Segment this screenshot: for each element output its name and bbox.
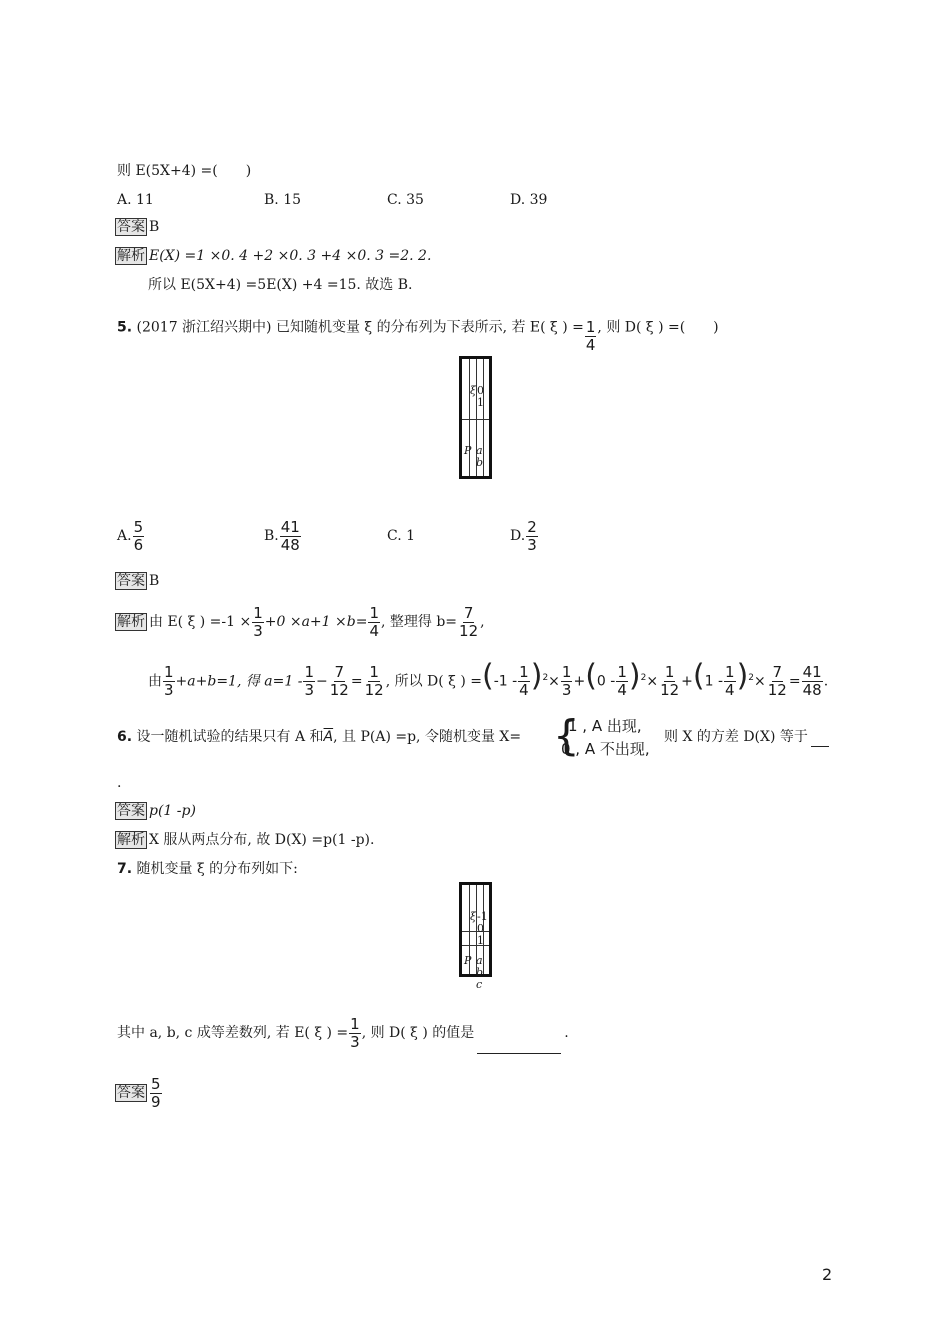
- q6-case-1: 1 , A 出现,: [568, 717, 642, 735]
- q5-table-p-label: P: [464, 444, 472, 457]
- analysis-tag: 解析: [117, 248, 145, 264]
- q4-question-line: 则 E(5X+4) =( ): [117, 163, 252, 179]
- q7-table-p-values: a b c: [476, 955, 484, 991]
- answer-value: p(1 -p): [149, 803, 196, 819]
- q5-question: [117, 310, 719, 354]
- q5-text: (2017 浙江绍兴期中) 已知随机变量 ξ 的分布列为下表所示, 若 E( ξ ) =: [136, 319, 584, 336]
- q5-option-a: A. $\frac{5}{6}$: [117, 517, 144, 554]
- q4-option-d: D. 39: [510, 192, 548, 208]
- q4-option-a: A. 11: [117, 192, 154, 208]
- q7-answer: [115, 1073, 163, 1113]
- q4-analysis-line2: 所以 E(5X+4) =5E(X) +4 =15. 故选 B.: [148, 277, 413, 293]
- q5-text-end: , 则 D( ξ ) =( ): [597, 319, 719, 336]
- q5-option-b: B. $\frac{41}{48}$: [264, 517, 300, 554]
- q5-table-p-values: a b: [476, 445, 484, 469]
- q7-distribution-table: [459, 882, 492, 991]
- q5-distribution-table: [459, 356, 492, 479]
- q5-option-c: C. 1: [387, 528, 416, 544]
- q4-answer: [115, 218, 159, 236]
- q5-fraction: $\frac{1}{4}$: [585, 318, 596, 354]
- q5-table-xi-values: 0 1: [477, 385, 484, 409]
- analysis-tag: 解析: [117, 832, 145, 848]
- q7-table-xi-label: ξ: [470, 910, 477, 923]
- q7-table-xi-values: -1 0 1: [477, 911, 488, 947]
- answer-value: B: [149, 219, 160, 235]
- answer-tag: 答案: [117, 1085, 145, 1101]
- page-number: 2: [822, 1265, 833, 1284]
- q6-number: 6.: [117, 729, 133, 745]
- q5-option-d: D. $\frac{2}{3}$: [510, 517, 537, 554]
- q7-answer-blank: [477, 1013, 561, 1054]
- q6-answer-blank: [811, 728, 829, 747]
- q6-analysis: [115, 831, 374, 849]
- q6-piecewise-brace: {: [553, 711, 580, 760]
- q5-table-xi-label: ξ: [470, 384, 477, 397]
- a-bar: $\overline{A}$: [323, 729, 334, 745]
- q6-trailing-dot: .: [117, 775, 122, 791]
- q5-answer: [115, 572, 159, 590]
- q4-option-b: B. 15: [264, 192, 302, 208]
- analysis-text: E(X) =1 ×0. 4 +2 ×0. 3 +4 ×0. 3 =2. 2.: [149, 248, 432, 264]
- answer-tag: 答案: [117, 803, 145, 819]
- q4-option-c: C. 35: [387, 192, 424, 208]
- analysis-tag: 解析: [117, 614, 145, 630]
- analysis-text: X 服从两点分布, 故 D(X) =p(1 -p).: [149, 832, 375, 848]
- q5-analysis-line2: 由 $\frac{1}{3}$ +a+b=1, 得 a=1 - $\frac{1}{3}$ − $\frac{7}{12}$ = $\frac{1}{12}$ , 所以 D( ξ ) =(-1 - $\frac{1}{4}$ )$^2$× $\frac{1}{3}$ +(0 - $\frac{1}{4}$ )$^2$× $\frac{1}{12}$ +(1 - $\frac{1}{4}$ )$^2$× $\frac{7}{12}$ = $\frac{41}{48}$ .: [148, 658, 829, 700]
- q6-question: 6. 设一随机试验的结果只有 A 和$\overline{A}$, 且 P(A) =p, 令随机变量 X=: [117, 729, 522, 745]
- q7-table-p-label: P: [464, 954, 472, 967]
- answer-tag: 答案: [117, 573, 145, 589]
- q7-condition-line: 其中 a, b, c 成等差数列, 若 E( ξ ) = $\frac{1}{3}$ , 则 D( ξ ) 的值是 .: [117, 1013, 569, 1054]
- answer-value: $\frac{5}{9}$: [151, 1074, 161, 1111]
- answer-value: B: [149, 573, 160, 589]
- q6-question-tail: 则 X 的方差 D(X) 等于: [664, 728, 829, 747]
- answer-tag: 答案: [117, 219, 145, 235]
- q5-number: 5.: [117, 319, 133, 336]
- q5-analysis-line1: 解析 由 E( ξ ) =-1 × $\frac{1}{3}$ +0 ×a+1 ×b= $\frac{1}{4}$ , 整理得 b= $\frac{7}{12}$ ,: [117, 603, 485, 640]
- q6-answer: [115, 802, 196, 820]
- q6-case-2: 0 , A 不出现,: [561, 740, 650, 758]
- q7-question: 7. 随机变量 ξ 的分布列如下:: [117, 861, 298, 877]
- q7-number: 7.: [117, 861, 133, 877]
- q4-analysis-line1: [115, 247, 431, 265]
